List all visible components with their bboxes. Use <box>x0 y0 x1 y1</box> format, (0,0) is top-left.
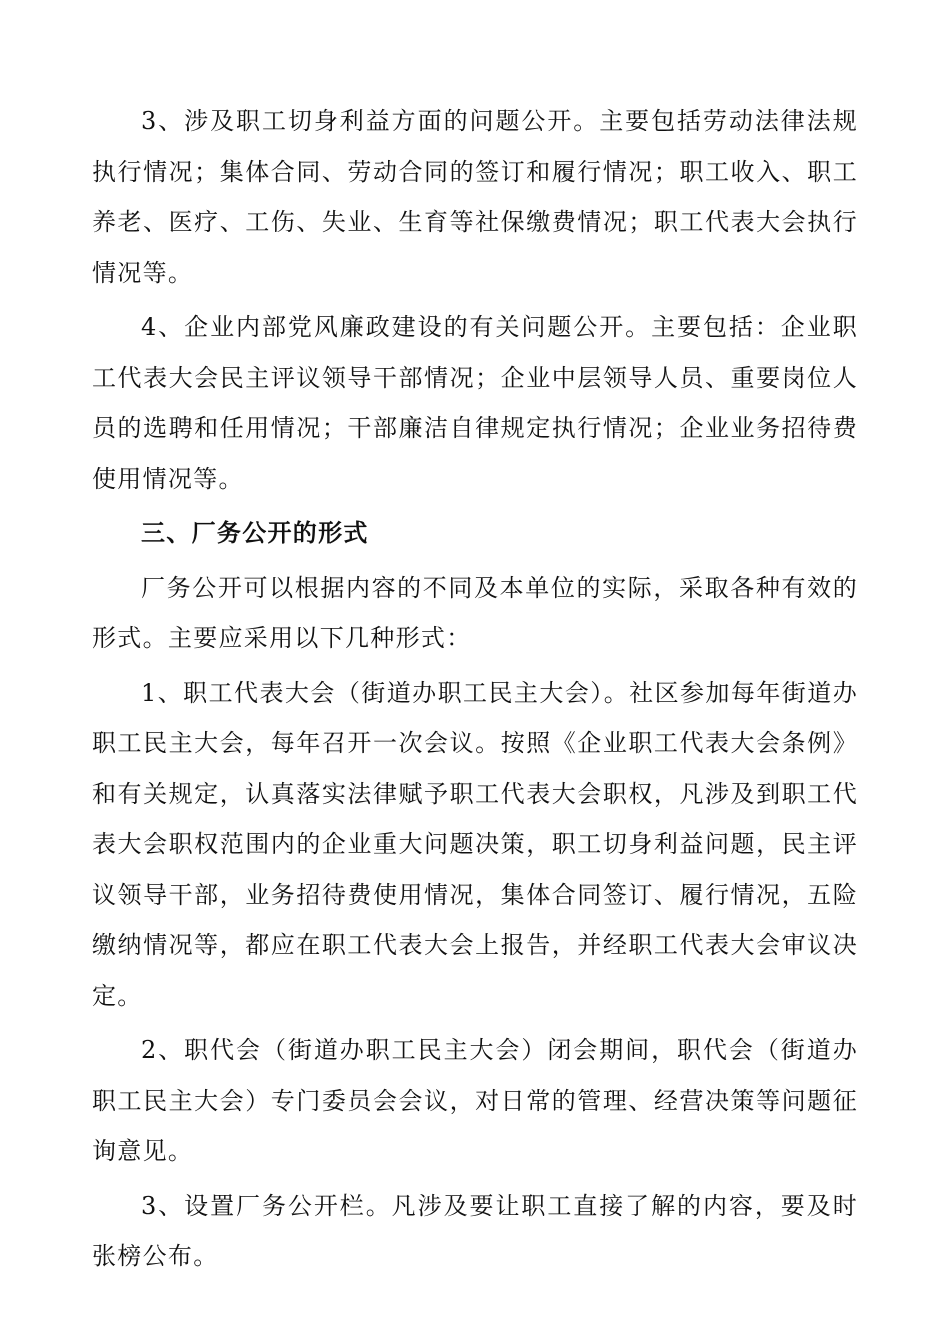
paragraph-disclosure-forms-intro: 厂务公开可以根据内容的不同及本单位的实际，采取各种有效的形式。主要应采用以下几种形式： <box>92 573 858 652</box>
paragraph-staff-interests: 3、涉及职工切身利益方面的问题公开。主要包括劳动法律法规执行情况；集体合同、劳动合同的签订和履行情况；职工收入、职工养老、医疗、工伤、失业、生育等社保缴费情况；职工代表大会执行情况等。 <box>92 107 858 287</box>
paragraph-recess-committee: 2、职代会（街道办职工民主大会）闭会期间，职代会（街道办职工民主大会）专门委员会会议，对日常的管理、经营决策等问题征询意见。 <box>92 1036 858 1165</box>
document-page <box>92 96 858 1286</box>
section-heading-disclosure-forms: 三、厂务公开的形式 <box>141 519 369 547</box>
paragraph-staff-congress: 1、职工代表大会（街道办职工民主大会）。社区参加每年街道办职工民主大会，每年召开一次会议。按照《企业职工代表大会条例》和有关规定，认真落实法律赋予职工代表大会职权，凡涉及到职工代表大会职权范围内的企业重大问题决策，职工切身利益问题，民主评议领导干部，业务招待费使用情况，集体合同签订、履行情况，五险缴纳情况等，都应在职工代表大会上报告，并经职工代表大会审议决定。 <box>92 678 858 1010</box>
paragraph-bulletin-board: 3、设置厂务公开栏。凡涉及要让职工直接了解的内容，要及时张榜公布。 <box>92 1191 858 1270</box>
paragraph-party-integrity: 4、企业内部党风廉政建设的有关问题公开。主要包括：企业职工代表大会民主评议领导干部情况；企业中层领导人员、重要岗位人员的选聘和任用情况；干部廉洁自律规定执行情况；企业业务招待费使用情况等。 <box>92 313 858 493</box>
